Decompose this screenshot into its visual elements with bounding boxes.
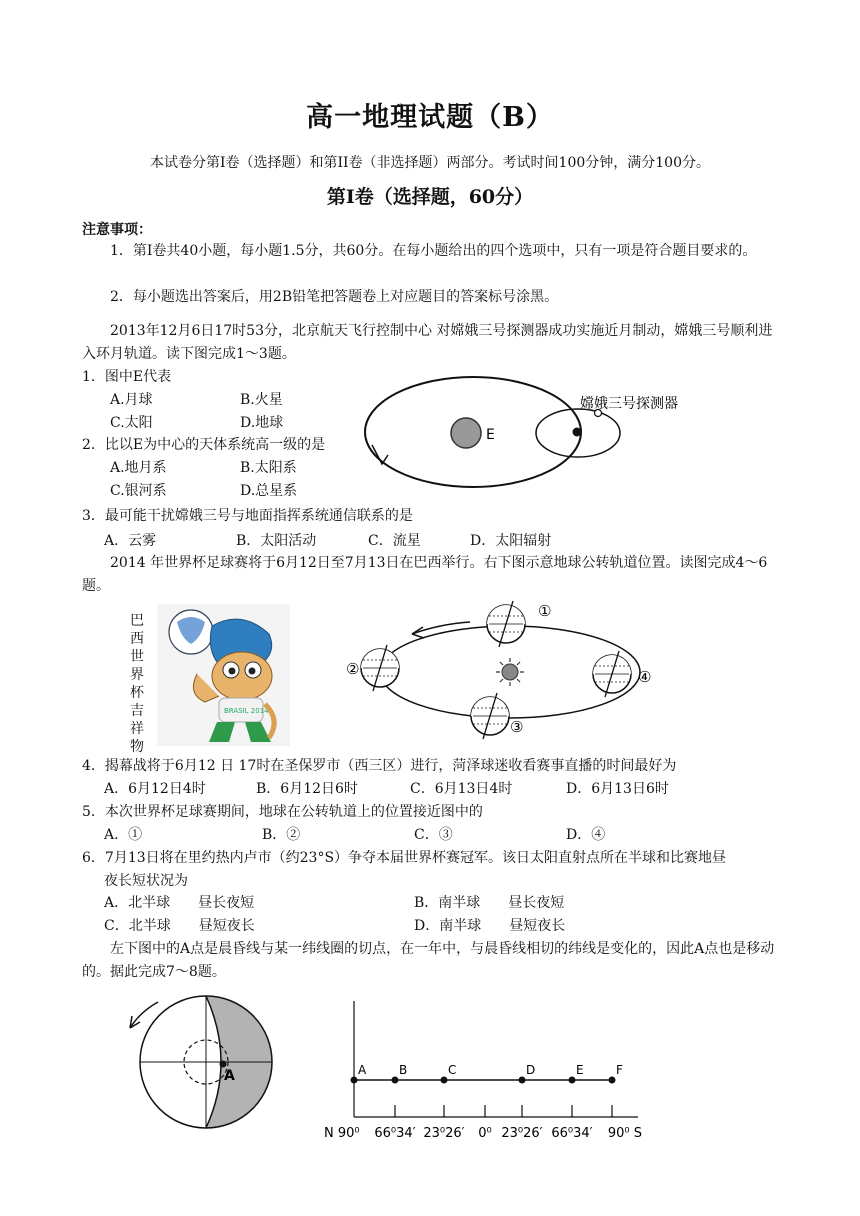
orbit-label-1: ①	[538, 602, 552, 620]
q4-option-d: D．6月13日6时	[566, 781, 669, 797]
notes-item-1: 1．第Ⅰ卷共40小题，每小题1.5分，共60分。在每小题给出的四个选项中，只有一项是符合题目要求的。	[110, 243, 757, 259]
probe-label: 嫦娥三号探测器	[580, 396, 678, 412]
page-title: 高一地理试题（B）	[306, 102, 554, 133]
q1-option-b: B.火星	[240, 392, 283, 408]
intro-q4-6: 2014 年世界杯足球赛将于6月12日至7月13日在巴西举行。右下图示意地球公转轨道位置。读图完成4～6题。	[82, 555, 768, 594]
tick-label-0: N 90⁰	[324, 1126, 360, 1141]
earth-position-2	[346, 645, 399, 691]
tick-label-2: 23⁰26′	[423, 1126, 465, 1141]
tick-label-1: 66⁰34′	[374, 1126, 416, 1141]
q2-option-a: A.地月系	[110, 460, 167, 476]
figure-revolution-orbit	[340, 598, 660, 746]
q4-stem: 4．揭幕战将于6月12 日 17时在圣保罗市（西三区）进行，菏泽球迷收看赛事直播的时间最好为	[82, 758, 677, 774]
q3-option-c: C．流星	[368, 533, 421, 549]
intro-q7-8: 左下图中的A点是晨昏线与某一纬线圈的切点，在一年中，与晨昏线相切的纬线是变化的，因此A点也是移动的。据此完成7～8题。	[82, 941, 775, 980]
q6-option-b: B．南半球 昼长夜短	[414, 895, 565, 911]
q1-option-d: D.地球	[240, 415, 284, 431]
q3-option-d: D．太阳辐射	[470, 533, 552, 549]
earth-position-1	[487, 601, 551, 647]
axis-point-b	[392, 1077, 399, 1084]
q5-option-c: C．③	[414, 827, 453, 843]
center-body-e	[451, 418, 481, 448]
axis-point-e	[569, 1077, 576, 1084]
intro-q1-3: 2013年12月6日17时53分，北京航天飞行控制中心 对嫦娥三号探测器成功实施近月制动，嫦娥三号顺利进入环月轨道。读下图完成1～3题。	[82, 323, 773, 362]
axis-point-c	[441, 1077, 448, 1084]
q2-option-c: C.银河系	[110, 483, 167, 499]
axis-point-label-e: E	[576, 1063, 584, 1077]
q1-option-a: A.月球	[110, 392, 153, 408]
rotation-arrow-icon	[130, 1002, 158, 1028]
q4-option-c: C．6月13日4时	[410, 781, 513, 797]
q3-stem: 3．最可能干扰嫦娥三号与地面指挥系统通信联系的是	[82, 508, 413, 524]
orbit-label-3: ③	[510, 718, 524, 736]
q3-option-b: B．太阳活动	[236, 533, 317, 549]
axis-point-label-a: A	[358, 1063, 367, 1077]
q1-stem: 1．图中E代表	[82, 369, 172, 385]
q6-stem-line1: 6．7月13日将在里约热内卢市（约23°S）争夺本届世界杯赛冠军。该日太阳直射点所在半球和比赛地昼	[82, 850, 727, 866]
figure-terminator-circle	[118, 990, 288, 1140]
point-a-label: A	[224, 1068, 235, 1084]
q5-option-d: D．④	[566, 827, 606, 843]
sun-icon	[496, 658, 524, 686]
earth-position-4	[593, 651, 651, 697]
notes-heading: 注意事项：	[82, 222, 152, 238]
figure-orbit-diagram	[360, 375, 700, 510]
q5-option-a: A．①	[104, 827, 143, 843]
tick-label-4: 23⁰26′	[501, 1126, 543, 1141]
point-a	[220, 1061, 227, 1068]
tick-label-5: 66⁰34′	[551, 1126, 593, 1141]
axis-point-label-b: B	[399, 1063, 408, 1077]
tangent-point	[573, 428, 582, 437]
q4-option-a: A．6月12日4时	[104, 781, 206, 797]
earth-position-3	[471, 693, 523, 739]
axis-point-label-c: C	[448, 1063, 457, 1077]
q4-option-b: B．6月12日6时	[256, 781, 358, 797]
e-label: E	[486, 427, 495, 443]
q3-option-a: A．云雾	[104, 533, 157, 549]
tick-label-3: 0⁰	[478, 1126, 492, 1141]
q1-option-c: C.太阳	[110, 415, 153, 431]
orbit-label-4: ④	[638, 668, 652, 686]
axis-point-label-f: F	[616, 1063, 623, 1077]
q6-option-d: D．南半球 昼短夜长	[414, 918, 566, 934]
mascot-image	[157, 604, 290, 746]
q6-stem-line2: 夜长短状况为	[104, 873, 188, 889]
axis-point-f	[609, 1077, 616, 1084]
q6-option-a: A．北半球 昼长夜短	[104, 895, 255, 911]
q2-option-d: D.总星系	[240, 483, 298, 499]
q6-option-c: C．北半球 昼短夜长	[104, 918, 255, 934]
q2-stem: 2．比以E为中心的天体系统高一级的是	[82, 437, 326, 453]
q5-stem: 5．本次世界杯足球赛期间，地球在公转轨道上的位置接近图中的	[82, 804, 483, 820]
q5-option-b: B．②	[262, 827, 301, 843]
mascot-caption: 巴西世界杯吉祥物	[130, 613, 144, 755]
tick-label-6: 90⁰ S	[607, 1126, 642, 1141]
mascot-badge: BRASIL 2014	[224, 707, 269, 715]
q2-option-b: B.太阳系	[240, 460, 297, 476]
axis-point-d	[519, 1077, 526, 1084]
notes-item-2: 2．每小题选出答案后，用2B铅笔把答题卷上对应题目的答案标号涂黑。	[110, 289, 559, 305]
figure-latitude-axis	[320, 995, 660, 1145]
axis-point-label-d: D	[526, 1063, 536, 1077]
exam-info: 本试卷分第I卷（选择题）和第II卷（非选择题）两部分。考试时间100分钟，满分100分。	[149, 155, 711, 171]
orbit-label-2: ②	[346, 660, 360, 678]
axis-point-a	[351, 1077, 358, 1084]
section-title: 第I卷（选择题，60分）	[326, 186, 534, 208]
